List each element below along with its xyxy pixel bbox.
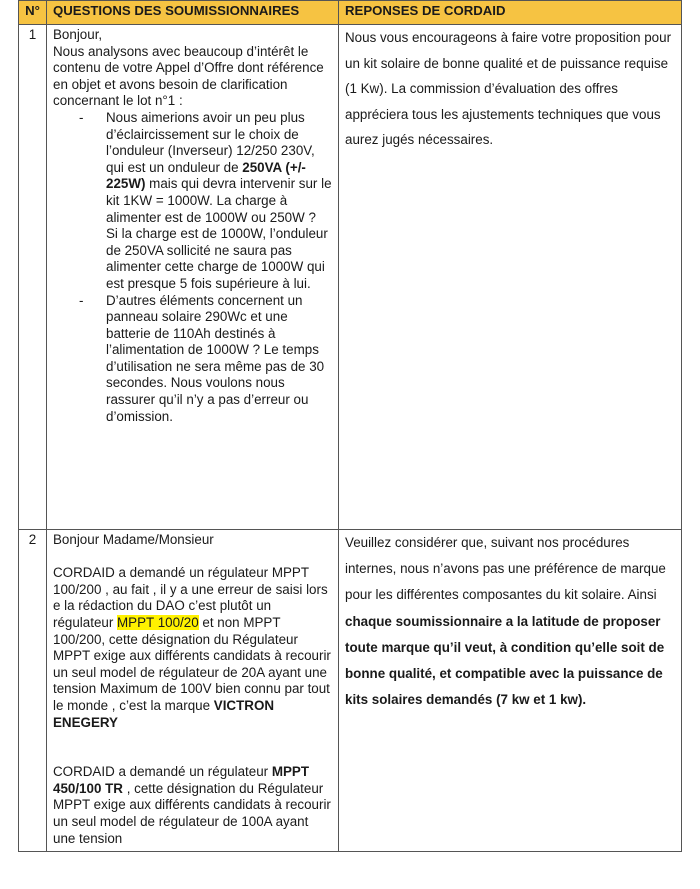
highlighted-text: MPPT 100/20 <box>117 614 199 630</box>
response-text: Veuillez considérer que, suivant nos procédures internes, nous n’avons pas une préférence de marque pour les différentes composantes du kit solaire. Ainsi <box>345 535 666 603</box>
row-number: 1 <box>19 25 47 530</box>
paragraph-text: CORDAID a demandé un régulateur <box>53 764 272 780</box>
bullet-item <box>53 293 332 426</box>
question-greeting: Bonjour Madame/Monsieur <box>53 532 214 547</box>
bullet-continuation: Si la charge est de 1000W, l’onduleur de 250VA sollicité ne saura pas alimenter cette charge de 1000W qui est presque 5 fois supérieure à lui. <box>106 226 328 291</box>
question-cell <box>47 530 339 852</box>
question-paragraph <box>53 565 332 731</box>
question-intro: Nous analysons avec beaucoup d’intérêt le contenu de votre Appel d’Offre dont référence en objet et avons besoin de clarification concernant le lot n°1 : <box>53 43 324 109</box>
question-paragraph <box>53 764 332 847</box>
dash-bullet: - <box>79 109 84 125</box>
response-cell <box>339 530 682 852</box>
dash-bullet: - <box>79 292 84 308</box>
bold-brand-text: VICTRON ENEGERY <box>53 697 275 730</box>
paragraph-text: CORDAID a demandé un régulateur MPPT 100/200 , au fait , il y a une erreur de saisi lors e la rédaction du DAO c’est plutôt un régulateur <box>53 565 328 630</box>
paragraph-text: , cette désignation du Régulateur MPPT exige aux différents candidats à recourir un seul model de régulateur de 100A ayant une tension <box>53 780 331 846</box>
paragraph-text: et non MPPT 100/200, cette désignation du Régulateur MPPT exige aux différents candidats à recourir un seul model de régulateur de 20A ayant une tension Maximum de 100V bien connu par tout le monde , c’est la marque <box>53 614 331 713</box>
header-number: N° <box>19 1 47 25</box>
qa-table <box>18 0 682 852</box>
header-responses: REPONSES DE CORDAID <box>339 1 682 25</box>
response-cell <box>339 25 682 530</box>
bold-model-text: MPPT 450/100 TR <box>53 764 310 796</box>
table-row <box>19 25 682 530</box>
header-row <box>19 1 682 25</box>
bullet-text: mais qui devra intervenir sur le kit 1KW = 1000W. La charge à alimenter est de 1000W ou 250W ? <box>106 176 332 225</box>
table-row <box>19 530 682 852</box>
question-bullets <box>53 110 332 425</box>
row-number: 2 <box>19 530 47 852</box>
bullet-bold-text: 250VA (+/- 225W) <box>106 159 306 192</box>
question-greeting: Bonjour, <box>53 27 103 42</box>
header-questions: QUESTIONS DES SOUMISSIONNAIRES <box>47 1 339 25</box>
response-bold-text: chaque soumissionnaire a la latitude de proposer toute marque qu’il veut, à condition qu’elle soit de bonne qualité, et compatible avec la puissance de kits solaires demandés (7 kw et 1 kw). <box>345 613 665 708</box>
bullet-text: D’autres éléments concernent un panneau solaire 290Wc et une batterie de 110Ah destinés à l’alimentation de 1000W ? Le temps d’utilisation ne sera même pas de 30 secondes. Nous voulons nous rassurer qu’il n’y a pas d’erreur ou d’omission. <box>106 292 325 424</box>
response-text: Nous vous encourageons à faire votre proposition pour un kit solaire de bonne qualité et de puissance requise (1 Kw). La commission d’évaluation des offres appréciera tous les ajustements techniques que vous aurez jugés nécessaires. <box>345 30 672 148</box>
question-cell <box>47 25 339 530</box>
bullet-text: Nous aimerions avoir un peu plus d’éclaircissement sur le choix de l’onduleur (Inverseur) 12/250 230V, qui est un onduleur de <box>106 109 315 175</box>
bullet-item <box>53 110 332 293</box>
